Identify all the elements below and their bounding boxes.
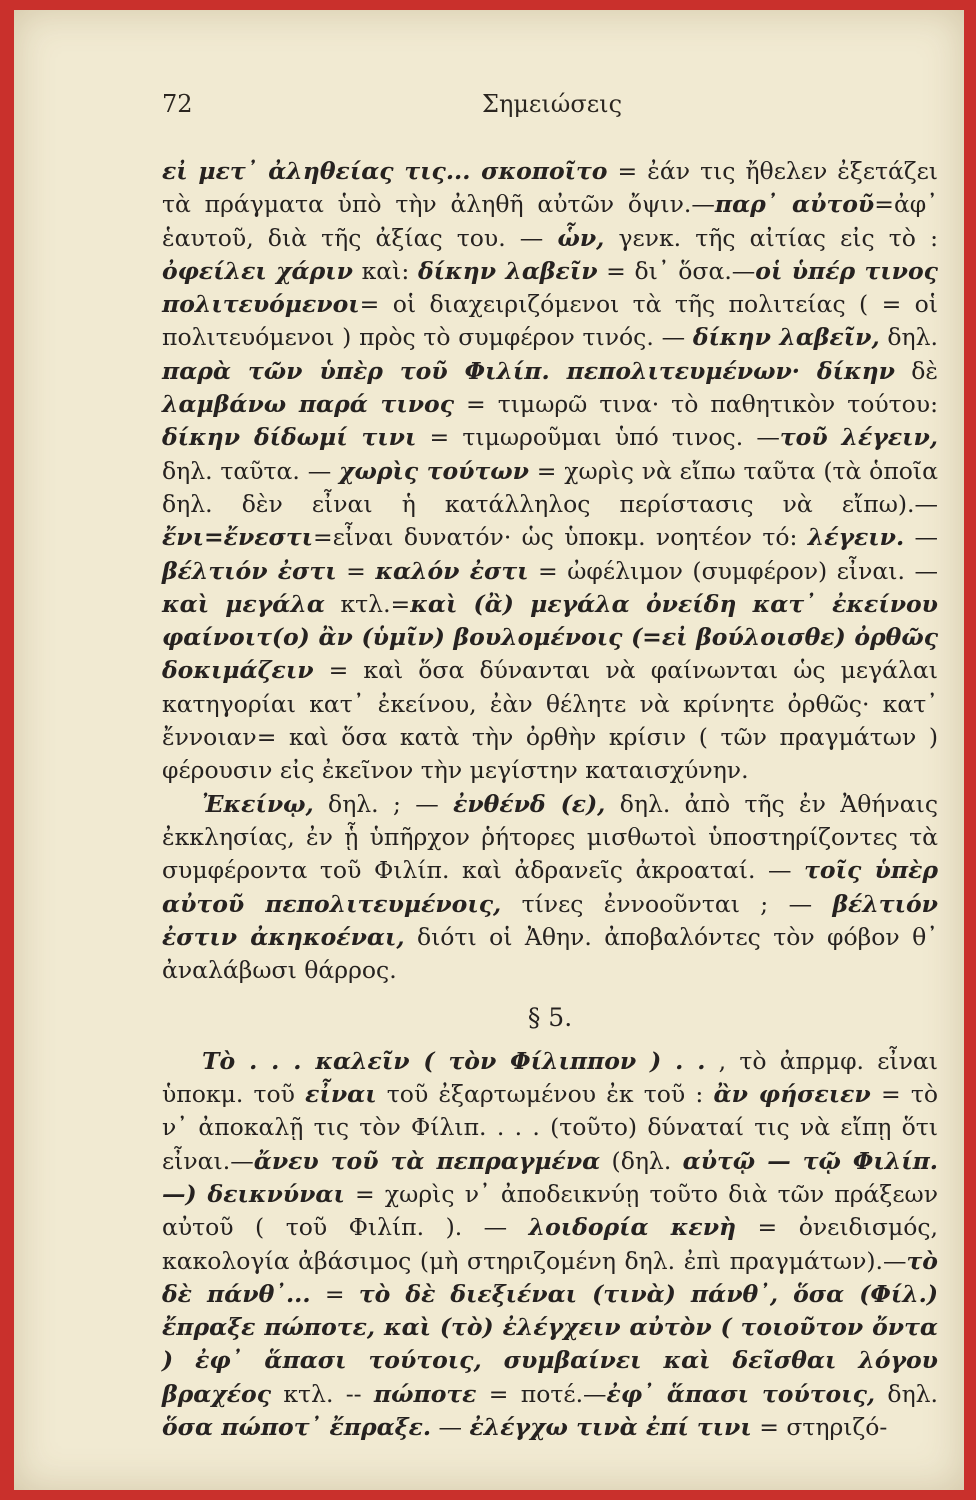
gloss-text: καὶ: bbox=[352, 256, 418, 285]
lemma: οἱ ὑπέρ τινος πολιτευόμενοι bbox=[162, 256, 938, 319]
gloss-text: = τιμωροῦμαι ὑπό τινος. — bbox=[416, 423, 780, 452]
gloss-text: = στηριζό- bbox=[751, 1412, 888, 1441]
lemma: Ἐκείνῳ, bbox=[202, 789, 314, 818]
lemma: δίκην δίδωμί τινι bbox=[162, 423, 417, 452]
gloss-text: = τὸ ν᾽ ἀποκαλῇ τις τὸν Φίλιπ. . . . (τοῦτο) δύναταί τις νὰ εἴπῃ ὅτι εἶναι.— bbox=[162, 1080, 938, 1175]
gloss-text: = ἐάν τις ἤθελεν ἐξετάζει τὰ πράγματα ὑπὸ τὴν ἀληθῆ αὐτῶν ὄψιν.— bbox=[162, 157, 939, 219]
book-page bbox=[14, 10, 964, 1490]
lemma: ἐφ᾽ ἅπασι τούτοις, bbox=[606, 1379, 876, 1408]
gloss-text: δὲ bbox=[894, 356, 938, 385]
page-number: 72 bbox=[162, 90, 193, 118]
lemma: βέλτιόν ἐστι bbox=[162, 556, 337, 585]
gloss-text: = bbox=[310, 1279, 359, 1308]
lemma: λέγειν. bbox=[807, 523, 905, 552]
gloss-text: = καὶ ὅσα δύνανται νὰ φαίνωνται ὡς μεγάλαι κατηγορίαι κατ᾽ ἐκείνου, ἐὰν θέλητε νὰ κρίνητε ὀρθῶς· κατ᾽ ἔννοιαν= καὶ ὅσα κατὰ τὴν ὀρθὴν κρίσιν ( τῶν πραγμάτων ) φέρουσιν εἰς ἐκεῖνον τὴν μεγίστην καταισχύνην. bbox=[162, 656, 938, 785]
lemma: ὅσα πώποτ᾽ ἔπραξε. bbox=[162, 1412, 432, 1441]
gloss-text: διότι οἱ Ἀθην. ἀποβαλόντες τὸν φόβον θ᾽ ἀναλάβωσι θάρρος. bbox=[162, 922, 938, 985]
gloss-text: — bbox=[431, 1412, 470, 1441]
gloss-text: δηλ. bbox=[879, 323, 939, 352]
page-body bbox=[162, 155, 938, 1444]
lemma: ὧν, bbox=[557, 223, 605, 252]
lemma: παρ᾽ αὐτοῦ bbox=[714, 190, 875, 219]
lemma: καὶ (ἂ) μεγάλα ὀνείδη κατ᾽ ἐκείνου φαίνοιτ(ο) ἂν (ὑμῖν) βουλομένοις (=εἰ βούλοισθε) ὀρθῶς δοκιμάζειν bbox=[162, 589, 938, 685]
gloss-text: κτλ. -- bbox=[271, 1379, 374, 1408]
gloss-text: = δι᾽ ὅσα.— bbox=[597, 256, 756, 285]
gloss-text: = χωρὶς ν᾽ ἀποδεικνύῃ τοῦτο διὰ τῶν πράξεων αὐτοῦ ( τοῦ Φιλίπ. ). — bbox=[162, 1179, 938, 1242]
lemma: λοιδορία κενὴ bbox=[528, 1213, 737, 1242]
gloss-text: = bbox=[336, 556, 376, 585]
lemma: ἐλέγχω τινὰ ἐπί τινι bbox=[469, 1412, 752, 1441]
paragraph-3 bbox=[162, 1045, 938, 1445]
lemma: χωρὶς τούτων bbox=[339, 456, 529, 485]
gloss-text: τοῦ ἐξαρτωμένου ἐκ τοῦ : bbox=[376, 1080, 714, 1109]
lemma: ἐνθένδ (ε), bbox=[453, 789, 606, 818]
lemma: αὐτῷ — τῷ Φιλίπ.—) δεικνύναι bbox=[162, 1146, 938, 1208]
gloss-text: δηλ. ; — bbox=[313, 789, 454, 818]
lemma: ἂν φήσειεν bbox=[713, 1080, 871, 1109]
lemma: ὀφείλει χάριν bbox=[162, 256, 353, 285]
paragraph-2 bbox=[162, 788, 938, 988]
gloss-text: γενκ. τῆς αἰτίας εἰς τὸ : bbox=[604, 223, 938, 252]
lemma: εἶναι bbox=[305, 1080, 377, 1109]
lemma: καλόν ἐστι bbox=[375, 556, 529, 585]
lemma: καὶ μεγάλα bbox=[162, 589, 325, 618]
lemma: τὸ δὲ πάνθ᾽... bbox=[162, 1246, 938, 1308]
gloss-text: =εἶναι δυνατόν· ὡς ὑποκμ. νοητέον τό: bbox=[313, 523, 808, 552]
lemma: Τὸ . . . καλεῖν ( τὸν Φίλιππον ) . . bbox=[202, 1046, 706, 1075]
gloss-text: κτλ.= bbox=[324, 589, 411, 618]
gloss-text: δηλ. ἀπὸ τῆς ἐν Ἀθήναις ἐκκλησίας, ἐν ᾗ ὑπῆρχον ῥήτορες μισθωτοὶ ὑποστηρίζοντες τὰ συμφέροντα τοῦ Φιλίπ. καὶ ἀδρανεῖς ἀκροαταί. — bbox=[162, 789, 938, 885]
gloss-text: = οἱ διαχειριζόμενοι τὰ τῆς πολιτείας ( = οἱ πολιτευόμενοι ) πρὸς τὸ συμφέρον τινός. — bbox=[162, 290, 938, 352]
gloss-text: = τιμωρῶ τινα· τὸ παθητικὸν τούτου: bbox=[454, 390, 938, 419]
gloss-text: = ὠφέλιμον (συμφέρον) εἶναι. — bbox=[528, 556, 938, 585]
gloss-text: , τὸ ἀπρμφ. εἶναι ὑποκμ. τοῦ bbox=[162, 1046, 938, 1109]
gloss-text: τίνες ἐννοοῦνται ; — bbox=[501, 889, 833, 918]
lemma: παρὰ τῶν ὑπὲρ τοῦ Φιλίπ. πεπολιτευμένων· δίκην bbox=[162, 356, 895, 385]
lemma: πώποτε bbox=[373, 1379, 477, 1408]
section-heading: § 5. bbox=[527, 1003, 573, 1033]
lemma: ἔνι=ἔνεστι bbox=[162, 523, 314, 552]
lemma: τοῖς ὑπὲρ αὐτοῦ πεπολιτευμένοις, bbox=[162, 856, 938, 918]
lemma: τὸ δὲ διεξιέναι (τινὰ) πάνθ᾽, ὅσα (Φίλ.) ἔπραξε πώποτε, καὶ (τὸ) ἐλέγχειν αὐτὸν ( τοιοῦτον ὄντα ) ἐφ᾽ ἅπασι τούτοις, συμβαίνει καὶ δεῖσθαι λόγου βραχέος bbox=[162, 1279, 938, 1408]
gloss-text: = ὀνειδισμός, κακολογία ἀβάσιμος (μὴ στηριζομένη δηλ. ἐπὶ πραγμάτων).— bbox=[162, 1213, 938, 1275]
page-header bbox=[162, 90, 942, 130]
gloss-text: = χωρὶς νὰ εἴπω ταῦτα (τὰ ὁποῖα δηλ. δὲν εἶναι ἡ κατάλληλος περίστασις νὰ εἴπω).— bbox=[162, 456, 938, 518]
lemma: λαμβάνω παρά τινος bbox=[162, 390, 455, 419]
lemma: ἄνευ τοῦ τὰ πεπραγμένα bbox=[253, 1146, 601, 1175]
lemma: δίκην λαβεῖν, bbox=[692, 323, 880, 352]
gloss-text: =ἀφ᾽ ἑαυτοῦ, διὰ τῆς ἀξίας του. — bbox=[162, 190, 939, 252]
running-head: Σημειώσεις bbox=[481, 90, 623, 118]
lemma: τοῦ λέγειν, bbox=[779, 423, 938, 452]
lemma: βέλτιόν ἐστιν ἀκηκοέναι, bbox=[162, 889, 938, 951]
paragraph-1 bbox=[162, 155, 938, 788]
gloss-text: δηλ. ταῦτα. — bbox=[162, 456, 340, 485]
gloss-text: δηλ. bbox=[875, 1379, 939, 1408]
lemma: δίκην λαβεῖν bbox=[417, 256, 598, 285]
gloss-text: — bbox=[904, 523, 938, 552]
lemma: εἰ μετ᾽ ἀληθείας τις... σκοποῖτο bbox=[162, 157, 608, 185]
gloss-text: = ποτέ.— bbox=[476, 1379, 607, 1408]
gloss-text: (δηλ. bbox=[600, 1146, 683, 1175]
